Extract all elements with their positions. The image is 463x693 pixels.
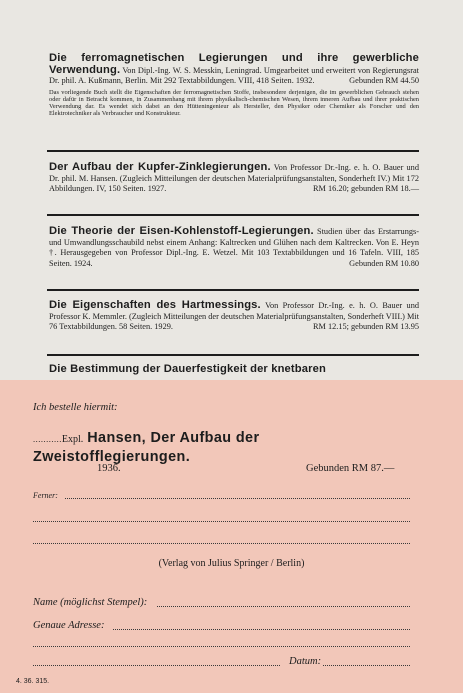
- order-form-card: [0, 380, 463, 693]
- date-prefix-field[interactable]: [33, 665, 280, 666]
- ferner-field[interactable]: [65, 498, 410, 499]
- expl-label: Expl.: [61, 434, 84, 445]
- date-field[interactable]: [323, 665, 410, 666]
- listing-body: Von Professor Dr.-Ing. e. h. O. Bauer und Dr. phil. M. Hansen. (Zugleich Mitteilungen der deutschen Materialprüfungsanstalten, Sonderheft IV.) Mit 172 Abbildungen. IV, 150 Seiten. 1927.: [49, 163, 419, 194]
- listing-title: Die Bestimmung der Dauerfestigkeit der knetbaren: [49, 364, 327, 375]
- divider-rule: [47, 289, 419, 291]
- name-field[interactable]: [157, 606, 410, 607]
- listing-description: Das vorliegende Buch stellt die Eigenschaften der ferromagnetischen Stoffe, insbesondere derjenigen, die im gewerblichen Gebrauch stehen oder dafür in Betracht kommen, in Zusammenhang mit ihrem physikalisch-chemischen Wesen, ihrem inneren Aufbau und ihrer praktischen Verwendung dar. Es wendet sich dabei an den Hütteningenieur als Hersteller, den Physiker oder Chemiker als Forscher und den Elektrotechniker als Verbraucher und Konstrukteur.: [49, 88, 419, 118]
- publisher-note: (Verlag von Julius Springer / Berlin): [158, 558, 305, 569]
- listing-price: Gebunden RM 44.50: [349, 76, 419, 86]
- address-field[interactable]: [113, 629, 410, 630]
- ordered-book-title: Hansen, Der Aufbau der Zweistofflegierungen.: [33, 430, 260, 465]
- divider-rule: [47, 214, 419, 216]
- order-line: [33, 429, 413, 467]
- ferner-field-line-3[interactable]: [33, 543, 410, 544]
- print-code: 4. 36. 315.: [16, 678, 50, 685]
- address-label: Genaue Adresse:: [33, 620, 105, 631]
- listing-dauerfestigkeit: [49, 364, 419, 380]
- listing-kupfer-zink: [49, 162, 419, 195]
- listing-title: Die Eigenschaften des Hartmessings.: [49, 299, 261, 311]
- divider-rule: [47, 354, 419, 356]
- listing-body: Von Dipl.-Ing. W. S. Messkin, Leningrad. Umgearbeitet und erweitert von Regierungsrat Dr. phil. A. Kußmann, Berlin. Mit 292 Textabbildungen. VIII, 418 Seiten. 1932.: [49, 65, 419, 86]
- listing-title: Die ferromagnetischen Legierungen und ihre gewerbliche Verwendung.: [49, 52, 419, 76]
- address-field-line-2[interactable]: [33, 646, 410, 647]
- listing-body: Von Professor Dr.-Ing. e. h. O. Bauer und Professor K. Memmler. (Zugleich Mitteilungen der deutschen Materialprüfungsanstalten, Sonderheft VIII.) Mit 76 Textabbildungen. 58 Seiten. 1929.: [49, 301, 419, 332]
- name-label: Name (möglichst Stempel):: [33, 597, 148, 608]
- ferner-label: Ferner:: [33, 491, 58, 500]
- listing-title: Die Theorie der Eisen-Kohlenstoff-Legierungen.: [49, 225, 314, 237]
- book-year: 1936.: [97, 463, 121, 474]
- listing-hartmessing: [49, 300, 419, 333]
- listing-price: RM 16.20; gebunden RM 18.—: [312, 184, 419, 194]
- divider-rule: [47, 150, 419, 152]
- listing-title: Der Aufbau der Kupfer-Zinklegierungen.: [49, 161, 271, 173]
- listing-price: Gebunden RM 10.80: [349, 258, 419, 268]
- quantity-dotted-field[interactable]: ...........: [33, 434, 62, 444]
- listing-eisen-kohlenstoff: [49, 226, 419, 269]
- ferner-field-line-2[interactable]: [33, 521, 410, 522]
- binding-price: Gebunden RM 87.—: [306, 463, 395, 474]
- order-heading: Ich bestelle hiermit:: [33, 402, 118, 413]
- listing-body: Studien über das Erstarrungs- und Umwandlungsschaubild nebst einem Anhang: Kaltrecken und Glühen nach dem Kaltrecken. Von E. Heyn †. Herausgegeben von Professor Dipl.-Ing. E. Wetzel. Mit 103 Textabbildungen und 16 Tafeln. VIII, 185 Seiten. 1924.: [49, 227, 419, 268]
- date-label: Datum:: [289, 656, 322, 667]
- listing-ferromagnetic: [49, 53, 419, 118]
- listing-price: RM 12.15; gebunden RM 13.95: [312, 322, 419, 332]
